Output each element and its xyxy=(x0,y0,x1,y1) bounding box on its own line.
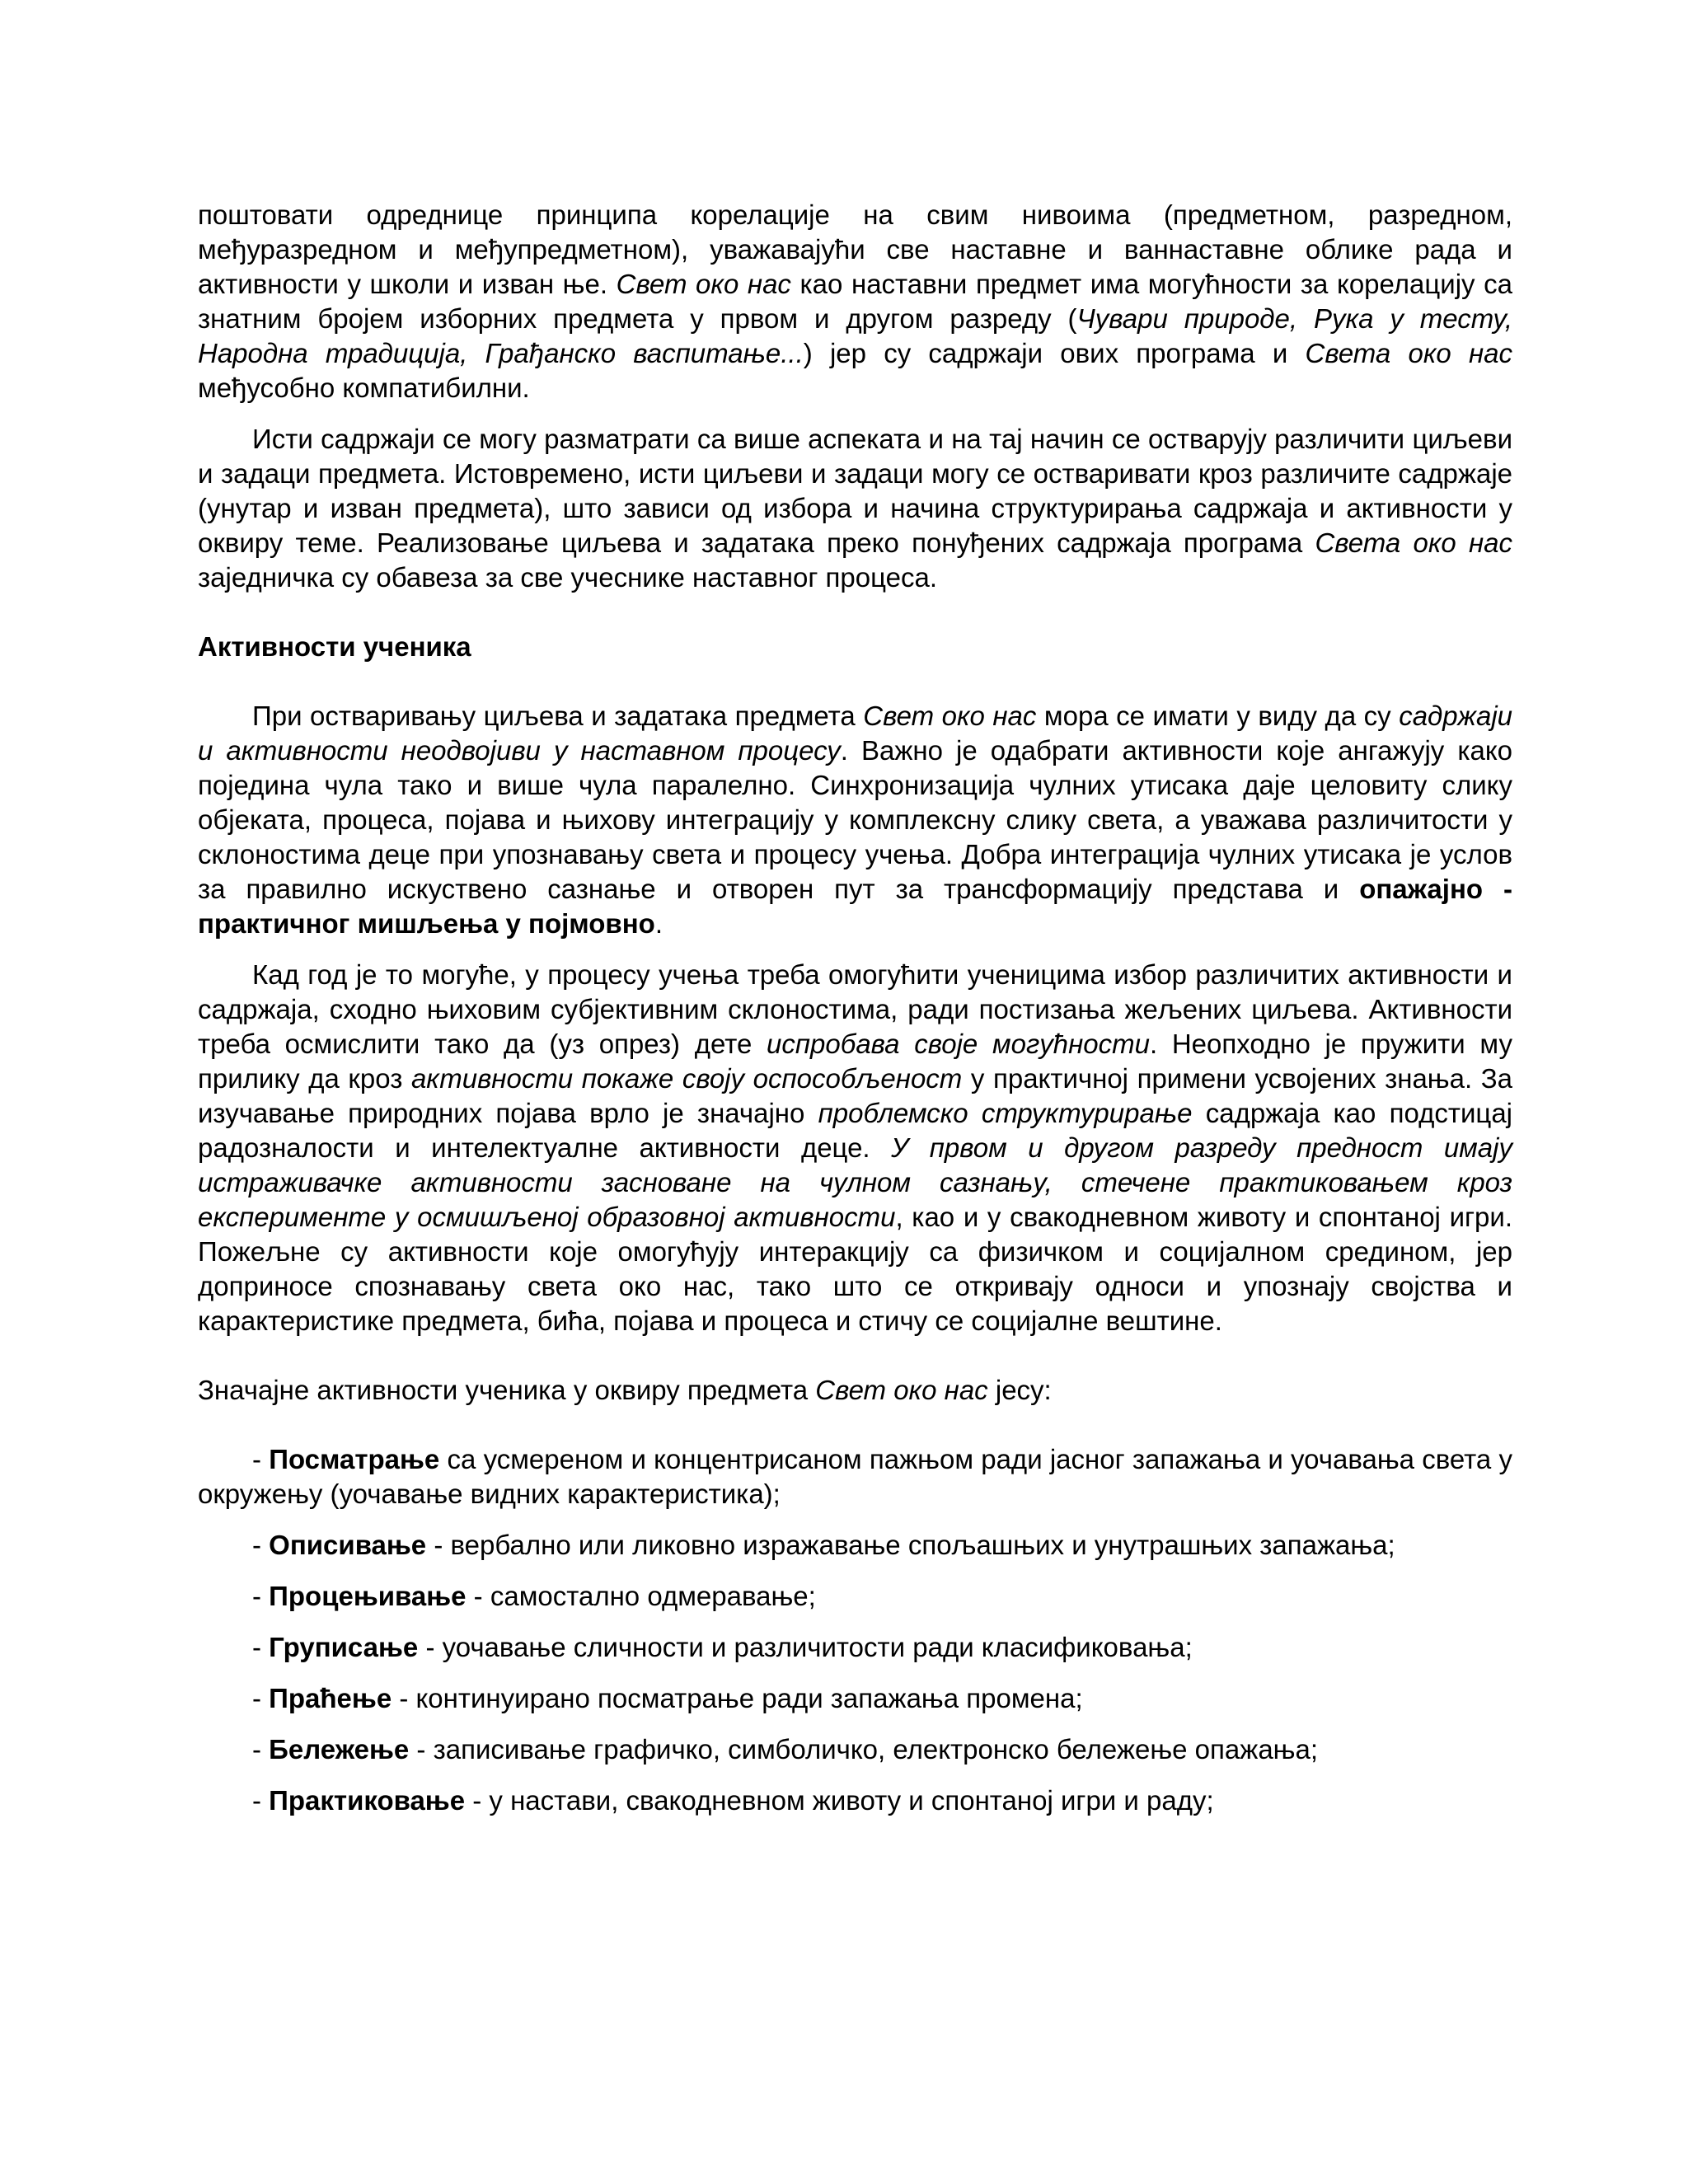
section-heading: Активности ученика xyxy=(198,631,471,662)
paragraph-correlation: поштовати одреднице принципа корелације на свим нивоима (предметном, разредном, међуразредном и међупредметном), уважавајући све наставне и ваннаставне облике рада и активности у школи и изван ње. Свет око нас као наставни предмет има могућности за корелацију са знатним бројем изборних предмета у првом и другом разреду (Чувари природе, Рука у тесту, Народна традиција, Грађанско васпитање...) јер су садржаји ових програма и Света око нас међусобно компатибилни. xyxy=(198,199,1512,403)
list-item: - Практиковање - у настави, свакодневном животу и спонтаној игри и раду; xyxy=(252,1785,1214,1816)
list-item: - Праћење - континуирано посматрање ради запажања промена; xyxy=(252,1683,1083,1713)
list-item: - Груписање - уочавање сличности и различитости ради класификовања; xyxy=(252,1632,1193,1662)
activities-list xyxy=(198,1442,1512,1818)
paragraph-aspects: Исти садржаји се могу разматрати са више аспеката и на тај начин се остварују различити циљеви и задаци предмета. Истовремено, исти циљеви и задаци могу се остваривати кроз различите садржаје (унутар и изван предмета), што зависи од избора и начина структурирања садржаја и активности у оквиру теме. Реализовање циљева и задатака преко понуђених садржаја програма Света око нас заједничка су обавеза за све учеснике наставног процеса. xyxy=(198,424,1512,593)
list-item: - Процењивање - самостално одмеравање; xyxy=(252,1581,816,1611)
paragraph-learning-activities: Кад год је то могуће, у процесу учења треба омогућити ученицима избор различитих активности и садржаја, сходно њиховим субјективним склоностима, ради постизања жељених циљева. Активности треба осмислити тако да (уз опрез) дете испробава своје могућности. Неопходно је пружити му прилику да кроз активности покаже своју оспособљеност у практичној примени усвојених знања. За изучавање природних појава врло је значајно проблемско структурирање садржаја као подстицај радозналости и интелектуалне активности деце. У првом и другом разреду предност имају истраживачке активности засноване на чулном сазнању, стечене практиковањем кроз експерименте у осмишљеној образовној активности, као и у свакодневном животу и спонтаној игри. Пожељне су активности које омогућују интеракцију са физичком и социјалном средином, јер доприносе спознавању света око нас, тако што се откривају односи и упознају својства и карактеристике предмета, бића, појава и процеса и стичу се социјалне вештине. xyxy=(198,959,1513,1336)
list-item: - Посматрање са усмереном и концентрисаном пажњом ради јасног запажања и уочавања света у окружењу (уочавање видних карактеристика); xyxy=(198,1444,1512,1509)
list-item: - Бележење - записивање графичко, симболичко, електронско бележење опажања; xyxy=(252,1734,1319,1765)
paragraph-senses: При остваривању циљева и задатака предмета Свет око нас мора се имати у виду да су садржаји и активности неодвојиви у наставном процесу. Важно је одабрати активности које ангажују како појединa чула тако и више чула паралелно. Синхронизација чулних утисака даје целовиту слику објеката, процеса, појава и њихову интеграцију у комплексну слику света, а уважава различитости у склоностима деце при упознавању света и процесу учења. Добра интеграција чулних утисака је услов за правилно искуствено сазнање и отворен пут за трансформацију представа и опажајно - практичног мишљења у појмовно. xyxy=(198,701,1513,939)
list-item: - Описивање - вербално или ликовно изражавање спољашњих и унутрашњих запажања; xyxy=(252,1530,1395,1560)
paragraph-list-intro: Значајне активности ученика у оквиру предмета Свет око нас јесу: xyxy=(198,1375,1052,1405)
